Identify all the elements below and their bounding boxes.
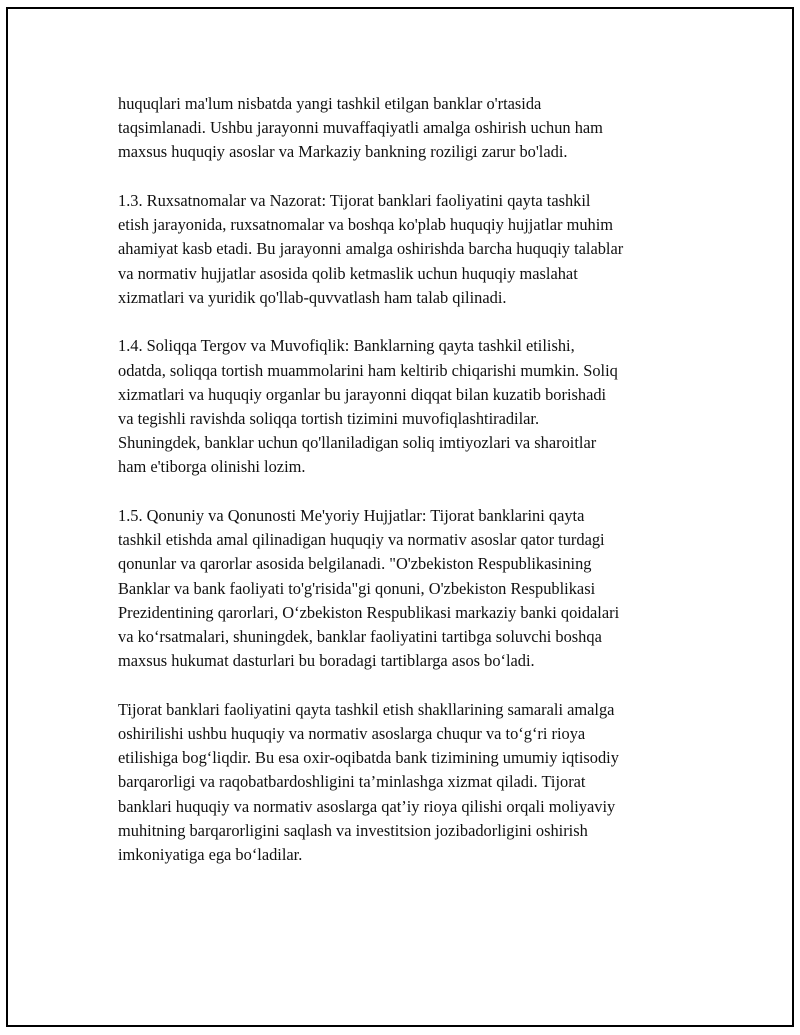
document-body [118,92,698,892]
paragraph-tax-compliance: 1.4. Soliqqa Tergov va Muvofiqlik: Banklarning qayta tashkil etilishi, odatda, soliqqa tortish muammolarini ham keltirib chiqarishi mumkin. Soliq xizmatlari va huquqiy organlar bu jarayonni diqqat bilan kuzatib borishadi va tegishli ravishda soliqqa tortish tizimini muvofiqlashtiradilar. Shuningdek, banklar uchun qo'llaniladigan soliq imtiyozlari va sharoitlar ham e'tiborga olinishi lozim. [118,336,618,477]
paragraph-legal-regulations: 1.5. Qonuniy va Qonunosti Me'yoriy Hujjatlar: Tijorat banklarini qayta tashkil etishda amal qilinadigan huquqiy va normativ asoslar qator turdagi qonunlar va qarorlar asosida belgilanadi. "O'zbekiston Respublikasining Banklar va bank faoliyati to'g'risida"gi qonuni, O'zbekiston Respublikasi Prezidentining qarorlari, O‘zbekiston Respublikasi markaziy banki qoidalari va ko‘rsatmalari, shuningdek, banklar faoliyatini tartibga soluvchi boshqa maxsus hukumat dasturlari bu boradagi tartiblarga asos bo‘ladi. [118,506,620,671]
paragraph-conclusion: Tijorat banklari faoliyatini qayta tashkil etish shakllarining samarali amalga oshirilishi ushbu huquqiy va normativ asoslarga chuqur va to‘g‘ri rioya etilishiga bog‘liqdir. Bu esa oxir-oqibatda bank tizimining umumiy iqtisodiy barqarorligi va raqobatbardoshligini ta’minlashga xizmat qiladi. Tijorat banklari huquqiy va normativ asoslarga qat’iy rioya qilishi orqali moliyaviy muhitning barqarorligini saqlash va investitsion jozibadorligini oshirish imkoniyatiga ega bo‘ladilar. [118,699,619,865]
paragraph-continuation: huquqlari ma'lum nisbatda yangi tashkil etilgan banklar o'rtasida taqsimlanadi. Ushbu jarayonni muvaffaqiyatli amalga oshirish uchun ham maxsus huquqiy asoslar va Markaziy bankning roziligi zarur bo'ladi. [118,94,603,162]
paragraph-licenses-and-supervision: 1.3. Ruxsatnomalar va Nazorat: Tijorat banklari faoliyatini qayta tashkil etish jarayonida, ruxsatnomalar va boshqa ko'plab huquqiy hujjatlar muhim ahamiyat kasb etadi. Bu jarayonni amalga oshirishda barcha huquqiy talablar va normativ hujjatlar asosida qolib ketmaslik uchun huquqiy maslahat xizmatlari va yuridik qo'llab-quvvatlash ham talab qilinadi. [118,191,624,307]
